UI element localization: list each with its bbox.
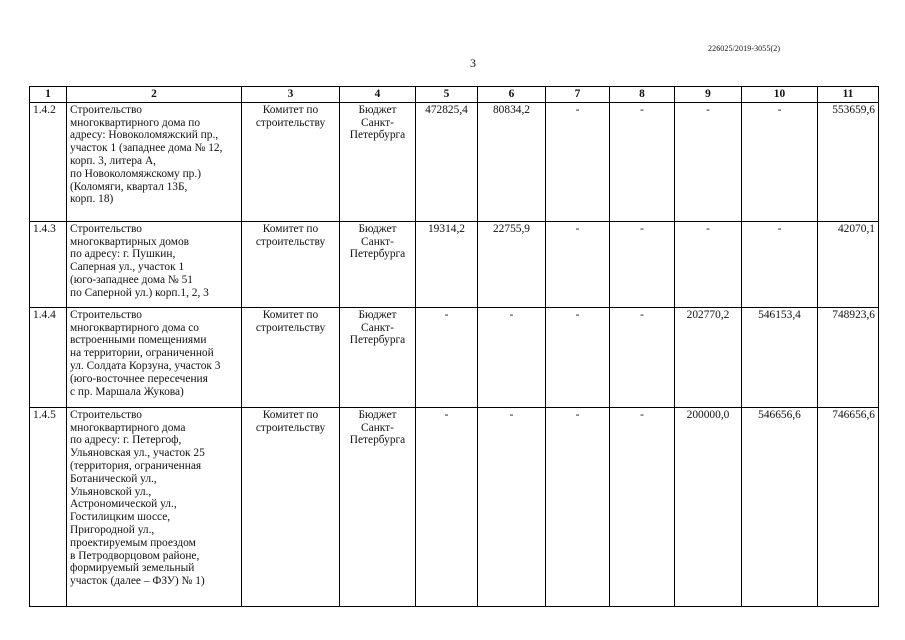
value-cell-7: - [546, 407, 610, 606]
value-cell-9: - [675, 221, 742, 307]
desc-line: Астрономической ул., [70, 498, 177, 511]
column-header-8: 8 [610, 87, 675, 103]
desc-line: (юго-западнее дома № 51 [70, 273, 193, 286]
desc-line: многоквартирных домов [70, 235, 190, 248]
value-cell-11: 748923,6 [818, 307, 879, 407]
description-cell [67, 221, 242, 307]
desc-line: корп. 3, литера А, [70, 154, 157, 167]
value-cell-6: 80834,2 [478, 102, 546, 221]
desc-line: корп. 18) [70, 193, 114, 206]
value-cell-10: 546656,6 [742, 407, 818, 606]
column-header-6: 6 [478, 87, 546, 103]
value-cell-8: - [610, 102, 675, 221]
desc-line: на территории, ограниченной [70, 347, 214, 360]
value-cell-7: - [546, 221, 610, 307]
desc-line: по адресу: г. Пушкин, [70, 248, 176, 261]
desc-line: Пригородной ул., [70, 523, 155, 536]
row-number-cell: 1.4.3 [30, 221, 67, 307]
column-header-2: 2 [67, 87, 242, 103]
value-cell-10: 546153,4 [742, 307, 818, 407]
source-line: Санкт- [361, 421, 394, 434]
value-cell-6: 22755,9 [478, 221, 546, 307]
value-cell-9: - [675, 102, 742, 221]
desc-line: Строительство [70, 308, 142, 321]
value-cell-6: - [478, 307, 546, 407]
column-header-11: 11 [818, 87, 879, 103]
value-cell-7: - [546, 102, 610, 221]
source-line: Санкт- [361, 321, 394, 334]
source-line: Петербурга [349, 248, 406, 261]
desc-line: Гостилицким шоссе, [70, 511, 171, 524]
desc-line: в Петродворцовом районе, [70, 549, 200, 562]
desc-line: с пр. Маршала Жукова) [70, 385, 184, 398]
funding-source-cell [340, 307, 416, 407]
funding-source-cell [340, 407, 416, 606]
table-row [30, 407, 879, 606]
desc-line: Ботанической ул., [70, 472, 157, 485]
column-header-7: 7 [546, 87, 610, 103]
source-line: Санкт- [361, 116, 394, 129]
source-line: Петербурга [349, 434, 406, 447]
desc-line: Строительство [70, 222, 142, 235]
desc-line: проектируемым проездом [70, 536, 196, 549]
executor-line: строительству [255, 321, 326, 334]
desc-line: формируемый земельный [70, 562, 195, 575]
column-header-1: 1 [30, 87, 67, 103]
value-cell-8: - [610, 307, 675, 407]
desc-line: Ульяновская ул., участок 25 [70, 447, 205, 460]
executor-line: строительству [255, 235, 326, 248]
executor-line: Комитет по [262, 408, 319, 421]
desc-line: участок 1 (западнее дома № 12, [70, 142, 223, 155]
value-cell-8: - [610, 221, 675, 307]
column-header-5: 5 [416, 87, 478, 103]
value-cell-9: 200000,0 [675, 407, 742, 606]
desc-line: участок (далее – ФЗУ) № 1) [70, 575, 205, 588]
executor-line: Комитет по [262, 222, 319, 235]
column-header-9: 9 [675, 87, 742, 103]
value-cell-11: 746656,6 [818, 407, 879, 606]
column-header-10: 10 [742, 87, 818, 103]
column-header-4: 4 [340, 87, 416, 103]
desc-line: Саперная ул., участок 1 [70, 261, 185, 274]
row-number-cell: 1.4.5 [30, 407, 67, 606]
funding-source-cell [340, 102, 416, 221]
executor-cell [242, 102, 340, 221]
desc-line: (юго-восточнее пересечения [70, 372, 208, 385]
source-line: Бюджет [358, 408, 397, 421]
budget-table [29, 86, 879, 607]
table-row [30, 307, 879, 407]
desc-line: Ульяновской ул., [70, 485, 152, 498]
desc-line: Строительство [70, 408, 142, 421]
desc-line: по адресу: г. Петергоф, [70, 434, 182, 447]
executor-cell [242, 307, 340, 407]
source-line: Бюджет [358, 103, 397, 116]
value-cell-6: - [478, 407, 546, 606]
table-row [30, 102, 879, 221]
executor-cell [242, 407, 340, 606]
source-line: Петербурга [349, 129, 406, 142]
source-line: Бюджет [358, 308, 397, 321]
desc-line: многоквартирного дома по [70, 116, 201, 129]
desc-line: ул. Солдата Корзуна, участок 3 [70, 359, 221, 372]
description-cell [67, 102, 242, 221]
value-cell-11: 553659,6 [818, 102, 879, 221]
value-cell-5: - [416, 307, 478, 407]
executor-line: Комитет по [262, 308, 319, 321]
desc-line: по Новоколомяжскому пр.) [70, 167, 202, 180]
desc-line: многоквартирного дома со [70, 321, 199, 334]
page-number: 3 [470, 56, 476, 70]
source-line: Санкт- [361, 235, 394, 248]
row-number-cell: 1.4.4 [30, 307, 67, 407]
desc-line: по Саперной ул.) корп.1, 2, 3 [70, 286, 209, 299]
value-cell-11: 42070,1 [818, 221, 879, 307]
executor-line: строительству [255, 116, 326, 129]
source-line: Петербурга [349, 334, 406, 347]
value-cell-9: 202770,2 [675, 307, 742, 407]
desc-line: Строительство [70, 103, 142, 116]
desc-line: (Коломяги, квартал 13Б, [70, 180, 188, 193]
value-cell-5: 472825,4 [416, 102, 478, 221]
description-cell [67, 407, 242, 606]
row-number-cell: 1.4.2 [30, 102, 67, 221]
column-header-3: 3 [242, 87, 340, 103]
value-cell-7: - [546, 307, 610, 407]
document-number: 226025/2019-3055(2) [708, 44, 781, 53]
desc-line: (территория, ограниченная [70, 459, 202, 472]
desc-line: адресу: Новоколомяжский пр., [70, 129, 219, 142]
value-cell-10: - [742, 102, 818, 221]
table-row [30, 221, 879, 307]
desc-line: встроенными помещениями [70, 334, 207, 347]
value-cell-8: - [610, 407, 675, 606]
value-cell-10: - [742, 221, 818, 307]
executor-cell [242, 221, 340, 307]
value-cell-5: 19314,2 [416, 221, 478, 307]
executor-line: строительству [255, 421, 326, 434]
table-header-row [30, 87, 879, 103]
value-cell-5: - [416, 407, 478, 606]
desc-line: многоквартирного дома [70, 421, 186, 434]
funding-source-cell [340, 221, 416, 307]
source-line: Бюджет [358, 222, 397, 235]
description-cell [67, 307, 242, 407]
executor-line: Комитет по [262, 103, 319, 116]
